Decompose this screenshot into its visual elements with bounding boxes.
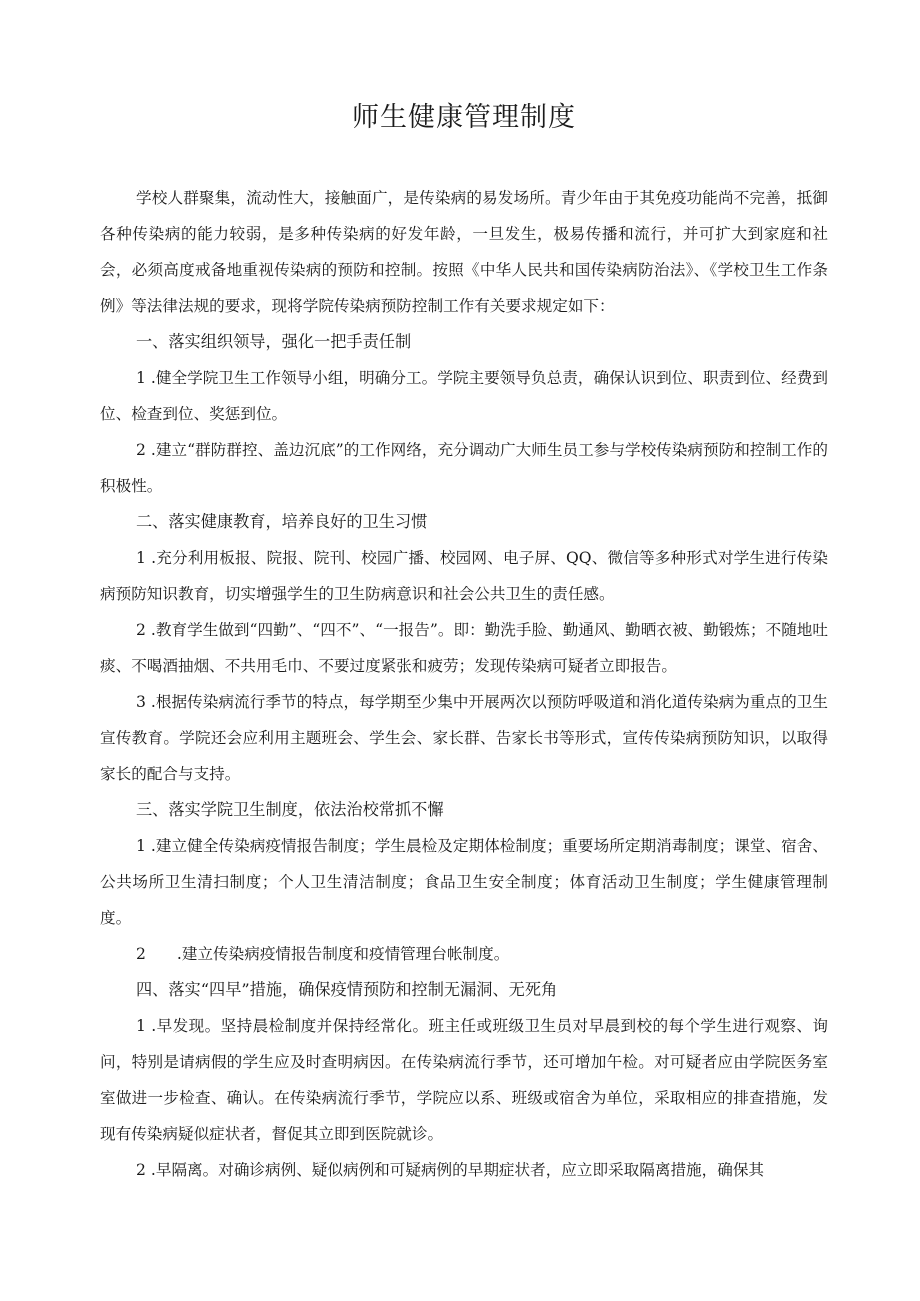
list-item <box>100 432 828 504</box>
item-number: 3 <box>136 693 146 711</box>
list-item <box>100 612 828 684</box>
document-title: 师生健康管理制度 <box>352 102 576 133</box>
item-text: .教育学生做到“四勤”、“四不”、“一报告”。即：勤洗手脸、勤通风、勤晒衣被、勤锻炼；不随地吐痰、不喝酒抽烟、不共用毛巾、不要过度紧张和疲劳；发现传染病可疑者立即报告。 <box>100 621 828 675</box>
item-text: .根据传染病流行季节的特点，每学期至少集中开展两次以预防呼吸道和消化道传染病为重点的卫生宣传教育。学院还会应利用主题班会、学生会、家长群、告家长书等形式，宣传传染病预防知识，以取得家长的配合与支持。 <box>100 693 828 783</box>
list-item <box>100 684 828 792</box>
section-heading-1: 一、落实组织领导，强化一把手责任制 <box>136 332 412 351</box>
section-heading-2: 二、落实健康教育，培养良好的卫生习惯 <box>136 512 428 531</box>
item-text: .建立健全传染病疫情报告制度；学生晨检及定期体检制度；重要场所定期消毒制度；课堂、宿舍、公共场所卫生清扫制度；个人卫生清洁制度；食品卫生安全制度；体育活动卫生制度；学生健康管理制度。 <box>100 837 828 927</box>
item-number: 1 <box>136 837 146 855</box>
document-page <box>100 98 828 1188</box>
item-number: 2 <box>136 621 146 639</box>
item-number: 2 <box>136 1161 146 1179</box>
list-item <box>100 360 828 432</box>
item-text: .健全学院卫生工作领导小组，明确分工。学院主要领导负总责，确保认识到位、职责到位、经费到位、检查到位、奖惩到位。 <box>100 369 828 423</box>
section-heading-4: 四、落实“四早”措施，确保疫情预防和控制无漏洞、无死角 <box>136 980 558 999</box>
item-number: 1 <box>136 1017 146 1035</box>
section-heading-3: 三、落实学院卫生制度，依法治校常抓不懈 <box>136 800 444 819</box>
list-item <box>100 540 828 612</box>
item-text: .早发现。坚持晨检制度并保持经常化。班主任或班级卫生员对早晨到校的每个学生进行观察、询问，特别是请病假的学生应及时查明病因。在传染病流行季节，还可增加午检。对可疑者应由学院医务室室做进一步检查、确认。在传染病流行季节，学院应以系、班级或宿舍为单位，采取相应的排查措施，发现有传染病疑似症状者，督促其立即到医院就诊。 <box>100 1017 828 1143</box>
item-text: .早隔离。对确诊病例、疑似病例和可疑病例的早期症状者，应立即采取隔离措施，确保其 <box>150 1161 765 1179</box>
item-number: 2 <box>136 441 146 459</box>
item-number: 1 <box>136 369 146 387</box>
item-text: .建立“群防群控、盖边沉底”的工作网络，充分调动广大师生员工参与学校传染病预防和控制工作的积极性。 <box>100 441 828 495</box>
intro-paragraph: 学校人群聚集，流动性大，接触面广，是传染病的易发场所。青少年由于其免疫功能尚不完善，抵御各种传染病的能力较弱，是多种传染病的好发年龄，一旦发生，极易传播和流行，并可扩大到家庭和社会，必须高度戒备地重视传染病的预防和控制。按照《中华人民共和国传染病防治法》、《学校卫生工作条例》等法律法规的要求，现将学院传染病预防控制工作有关要求规定如下： <box>100 189 828 315</box>
item-number: 1 <box>136 549 146 567</box>
list-item <box>100 936 828 972</box>
list-item <box>100 828 828 936</box>
item-text: .建立传染病疫情报告制度和疫情管理台帐制度。 <box>176 945 510 963</box>
list-item <box>100 1152 828 1188</box>
item-number: 2 <box>136 945 146 963</box>
item-text: .充分利用板报、院报、院刊、校园广播、校园网、电子屏、QQ、微信等多种形式对学生进行传染病预防知识教育，切实增强学生的卫生防病意识和社会公共卫生的责任感。 <box>100 549 828 603</box>
list-item <box>100 1008 828 1152</box>
